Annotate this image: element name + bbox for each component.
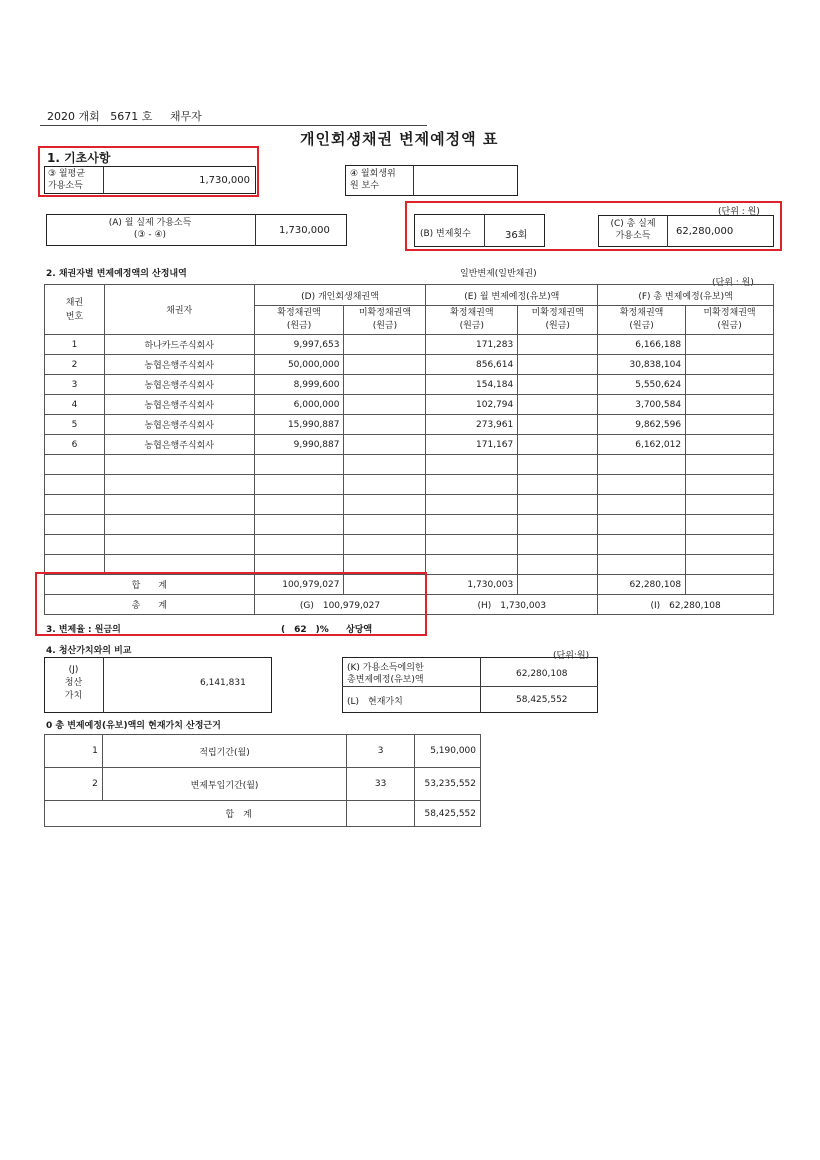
- pv-months: 3: [347, 735, 415, 768]
- monthly-repay: 171,167: [426, 435, 518, 455]
- col-header-no: 채권 번호: [45, 285, 105, 335]
- creditor-name: 하나카드주식회사: [104, 335, 254, 355]
- creditor-name: 농협은행주식회사: [104, 415, 254, 435]
- creditor-name: 농협은행주식회사: [104, 375, 254, 395]
- confirmed-claim: 6,000,000: [254, 395, 344, 415]
- avg-income-label: ③ 월평균 가용소득: [48, 169, 86, 191]
- sub-confirmed-d: 확정채권액 (원금): [254, 306, 344, 335]
- monthly-repay: 102,794: [426, 395, 518, 415]
- table-row: [45, 415, 774, 435]
- trustee-fee-label: ④ 월회생위 원 보수: [350, 169, 396, 191]
- pv-sum-amount: 58,425,552: [415, 801, 481, 827]
- table-row: [45, 515, 774, 535]
- sub-unconfirmed-e: 미확정채권액 (원금): [518, 306, 598, 335]
- sum-d: 100,979,027: [254, 575, 344, 595]
- pv-label: 적립기간(월): [102, 735, 346, 768]
- table-row: [45, 535, 774, 555]
- case-year: 2020: [47, 110, 75, 123]
- section3-suffix: 상당액: [346, 625, 373, 635]
- case-no: 5671: [110, 110, 139, 123]
- sum-label: 합 계: [45, 575, 255, 595]
- col-group-e: (E) 월 변제예정(유보)액: [426, 285, 598, 306]
- total-repay: 3,700,584: [598, 395, 686, 415]
- l-value: 58,425,552: [516, 695, 568, 705]
- table-row: [45, 735, 481, 768]
- sub-confirmed-e: 확정채권액 (원금): [426, 306, 518, 335]
- section1-heading: 1. 기초사항: [47, 151, 111, 165]
- sub-unconfirmed-d: 미확정채권액 (원금): [344, 306, 426, 335]
- confirmed-claim: 8,999,600: [254, 375, 344, 395]
- case-number: [47, 108, 202, 124]
- section2-heading: 2. 채권자별 변제예정액의 산정내역: [46, 269, 187, 279]
- creditor-no: 2: [45, 355, 105, 375]
- creditor-no: 6: [45, 435, 105, 455]
- sub-unconfirmed-f: 미확정채권액 (원금): [686, 306, 774, 335]
- section4-heading: 4. 청산가치와의 비교: [46, 646, 132, 656]
- confirmed-claim: 9,997,653: [254, 335, 344, 355]
- confirmed-claim: 50,000,000: [254, 355, 344, 375]
- pv-no: 1: [45, 735, 103, 768]
- creditor-name: 농협은행주식회사: [104, 435, 254, 455]
- table-row: [45, 475, 774, 495]
- sum-f: 62,280,108: [598, 575, 686, 595]
- liquidation-value: 6,141,831: [200, 678, 246, 688]
- sub-confirmed-f: 확정채권액 (원금): [598, 306, 686, 335]
- pv-amount: 53,235,552: [415, 768, 481, 801]
- monthly-income-label: (A) 월 실제 가용소득 (③ - ④): [108, 218, 192, 240]
- present-value-table: [44, 734, 481, 827]
- section3-rate: ( 62 )%: [281, 625, 329, 635]
- header-rule: [40, 125, 427, 126]
- total-repay: 6,166,188: [598, 335, 686, 355]
- col-header-creditor: 채권자: [104, 285, 254, 335]
- table-row: [45, 395, 774, 415]
- col-group-d: (D) 개인회생채권액: [254, 285, 426, 306]
- pv-amount: 5,190,000: [415, 735, 481, 768]
- case-type: 개회: [78, 110, 100, 123]
- monthly-repay: 273,961: [426, 415, 518, 435]
- total-label: 총 계: [45, 595, 255, 615]
- table-row: [45, 335, 774, 355]
- table-row: [45, 768, 481, 801]
- monthly-income-value: 1,730,000: [279, 225, 330, 236]
- total-g: (G) 100,979,027: [254, 595, 426, 615]
- repay-count-value: 36회: [505, 230, 528, 241]
- highlight-totals: [35, 572, 427, 636]
- total-h: (H) 1,730,003: [426, 595, 598, 615]
- total-repay: 5,550,624: [598, 375, 686, 395]
- case-suffix: 호: [141, 110, 153, 123]
- confirmed-claim: 9,990,887: [254, 435, 344, 455]
- k-label: (K) 가용소득에의한 총변제예정(유보)액: [347, 663, 424, 685]
- section4-unit: (단위:원): [553, 651, 590, 661]
- party: 채무자: [169, 110, 202, 123]
- total-repay: 9,862,596: [598, 415, 686, 435]
- page-title: 개인회생채권 변제예정액 표: [300, 130, 499, 148]
- table-row: [45, 375, 774, 395]
- total-i: (I) 62,280,108: [598, 595, 774, 615]
- sum-e: 1,730,003: [426, 575, 518, 595]
- total-repay: 6,162,012: [598, 435, 686, 455]
- table-row: [45, 455, 774, 475]
- total-income-label: (C) 총 실제 가용소득: [610, 219, 656, 241]
- table-row: [45, 435, 774, 455]
- pv-label: 변제투입기간(월): [102, 768, 346, 801]
- highlight-repay: [405, 201, 782, 251]
- creditor-no: 4: [45, 395, 105, 415]
- section5-heading: 0 총 변제예정(유보)액의 현재가치 산정근거: [46, 721, 221, 731]
- creditor-no: 3: [45, 375, 105, 395]
- section3-heading: 3. 변제율 : 원금의: [46, 625, 121, 635]
- pv-months: 33: [347, 768, 415, 801]
- monthly-repay: 154,184: [426, 375, 518, 395]
- col-group-f: (F) 총 변제예정(유보)액: [598, 285, 774, 306]
- unit-label-1: (단위 : 원): [718, 207, 760, 217]
- k-value: 62,280,108: [516, 669, 568, 679]
- monthly-repay: 856,614: [426, 355, 518, 375]
- table-row: [45, 495, 774, 515]
- avg-income-value: 1,730,000: [199, 175, 250, 186]
- pv-sum-label: 합 계: [45, 801, 347, 827]
- creditor-table: [44, 284, 774, 615]
- section2-note: 일반변제(일반채권): [460, 269, 537, 279]
- monthly-repay: 171,283: [426, 335, 518, 355]
- confirmed-claim: 15,990,887: [254, 415, 344, 435]
- total-repay: 30,838,104: [598, 355, 686, 375]
- highlight-basic: [38, 146, 259, 197]
- pv-no: 2: [45, 768, 103, 801]
- liquidation-label: (J) 청산 가치: [64, 665, 83, 701]
- creditor-name: 농협은행주식회사: [104, 355, 254, 375]
- l-label: (L) 현재가치: [347, 697, 403, 707]
- repay-count-label: (B) 변제횟수: [420, 229, 471, 239]
- section2-unit: (단위 : 원): [712, 278, 754, 288]
- total-income-value: 62,280,000: [676, 226, 734, 237]
- creditor-name: 농협은행주식회사: [104, 395, 254, 415]
- creditor-no: 1: [45, 335, 105, 355]
- creditor-no: 5: [45, 415, 105, 435]
- table-row: [45, 355, 774, 375]
